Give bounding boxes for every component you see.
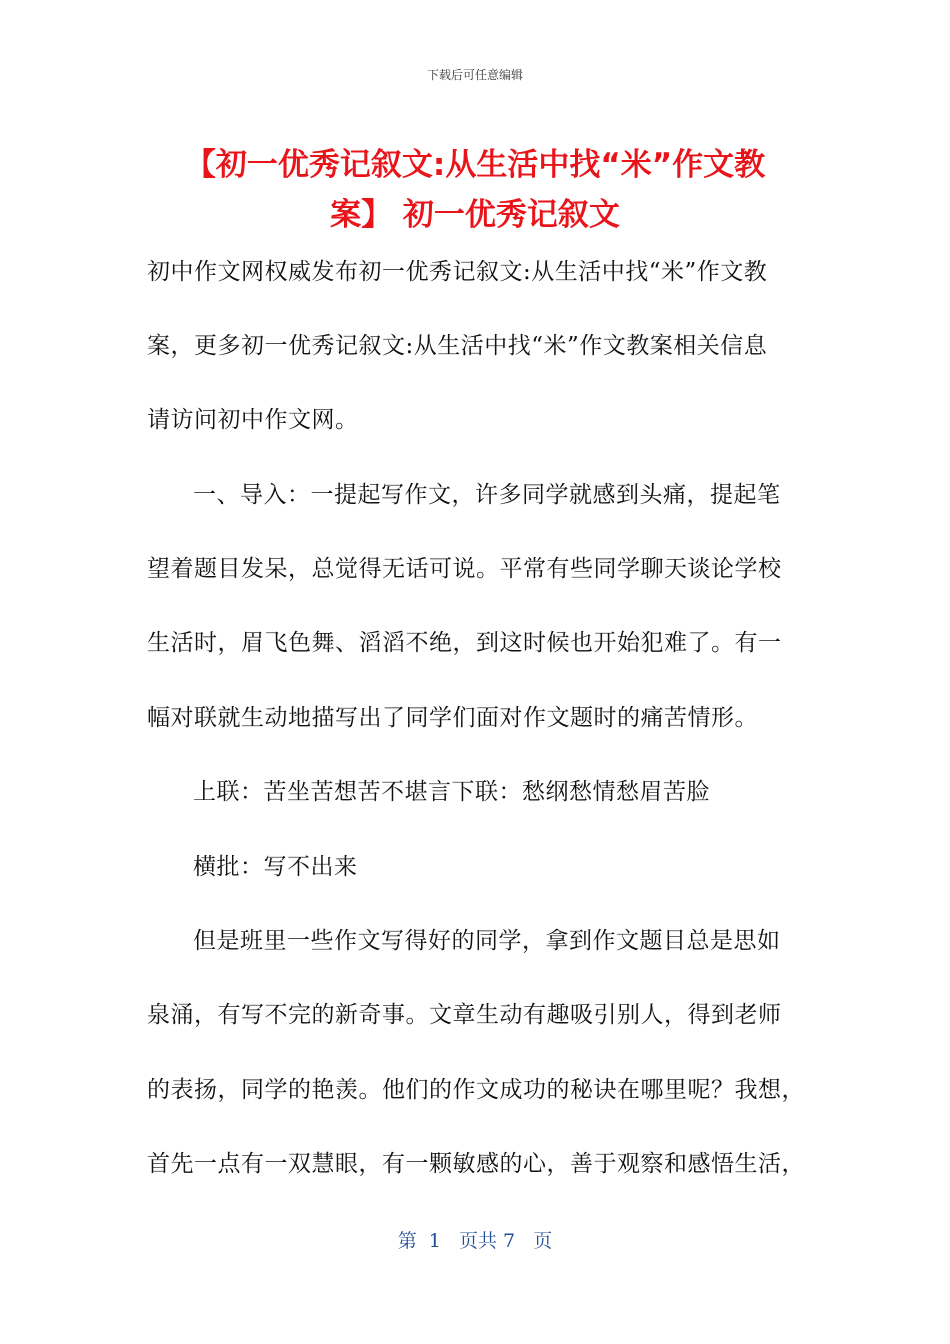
body-line: 泉涌，有写不完的新奇事。文章生动有趣吸引别人，得到老师 (147, 1002, 782, 1028)
body-line: 首先一点有一双慧眼，有一颗敏感的心，善于观察和感悟生活， (147, 1151, 805, 1177)
couplet-banner-line: 横批：写不出来 (193, 854, 358, 880)
couplet-line: 上联：苦坐苦想苦不堪言下联：愁纲愁情愁眉苦脸 (193, 779, 710, 805)
body-line: 的表扬，同学的艳羡。他们的作文成功的秘诀在哪里呢？我想， (147, 1077, 805, 1103)
document-title (120, 140, 830, 240)
page-footer: 第 1 页共 7 页 (397, 1230, 553, 1252)
page-header: 下载后可任意编辑 (426, 68, 523, 82)
body-line: 望着题目发呆，总觉得无话可说。平常有些同学聊天谈论学校 (147, 556, 782, 582)
title-line-1: 【初一优秀记叙文:从生活中找“米”作文教 (184, 147, 766, 183)
body-line: 初中作文网权威发布初一优秀记叙文:从生活中找“米”作文教 (147, 259, 768, 285)
body-line: 生活时，眉飞色舞、滔滔不绝，到这时候也开始犯难了。有一 (147, 630, 782, 656)
paragraph-start-line: 但是班里一些作文写得好的同学，拿到作文题目总是思如 (193, 928, 781, 954)
body-line: 请访问初中作文网。 (147, 407, 359, 433)
body-line: 幅对联就生动地描写出了同学们面对作文题时的痛苦情形。 (147, 705, 758, 731)
body-line: 案，更多初一优秀记叙文:从生活中找“米”作文教案相关信息 (147, 333, 768, 359)
paragraph-start-line: 一、导入：一提起写作文，许多同学就感到头痛，提起笔 (193, 482, 781, 508)
title-line-2: 案】 初一优秀记叙文 (330, 197, 620, 233)
